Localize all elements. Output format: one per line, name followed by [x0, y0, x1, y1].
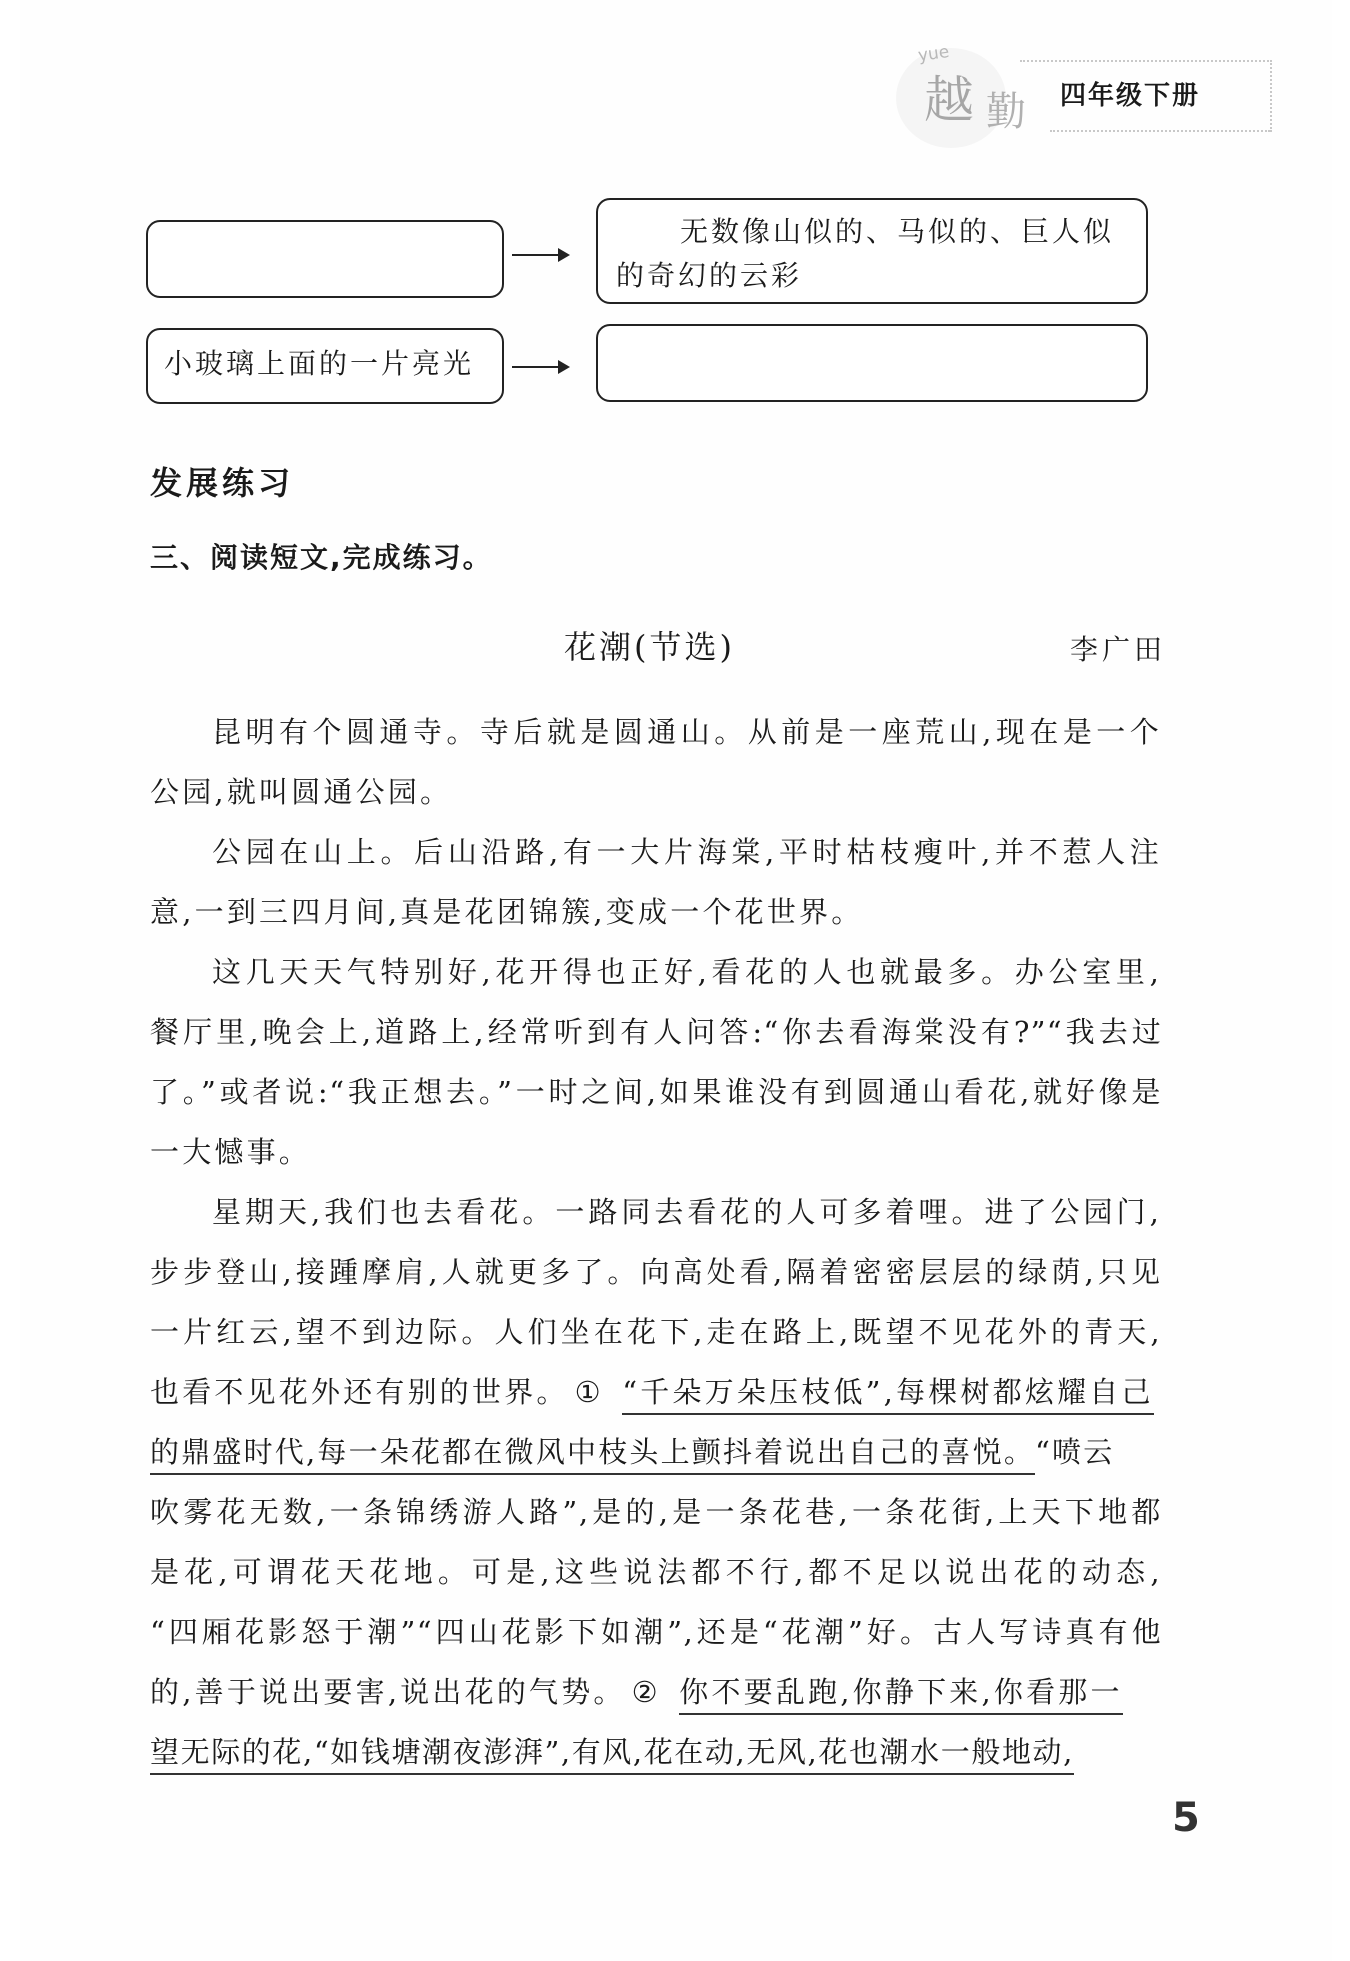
clue-text-row2: 小玻璃上面的一片亮光 [164, 347, 475, 380]
story-line: 了。”或者说:“我正想去。”一时之间,如果谁没有到圆通山看花,就好像是 [150, 1075, 1162, 1109]
story-line: 步步登山,接踵摩肩,人就更多了。向高处看,隔着密密层层的绿荫,只见 [150, 1255, 1162, 1289]
story-line: 一片红云,望不到边际。人们坐在花下,走在路上,既望不见花外的青天, [150, 1315, 1162, 1349]
story-line-with-underline [150, 1722, 1162, 1782]
story-line: 意,一到三四月间,真是花团锦簇,变成一个花世界。 [150, 895, 864, 929]
marker-circled-1: ① [574, 1375, 604, 1409]
answer-box-row1-left[interactable] [146, 220, 504, 298]
story-line: 公园,就叫圆通公园。 [150, 775, 453, 809]
story-author: 李广田 [1070, 633, 1167, 666]
section-title: 发展练习 [150, 464, 295, 502]
story-line: 这几天天气特别好,花开得也正好,看花的人也就最多。办公室里, [212, 955, 1162, 989]
story-line: 星期天,我们也去看花。一路同去看花的人可多着哩。进了公园门, [212, 1195, 1162, 1229]
story-line-segment: 也看不见花外还有别的世界。 [150, 1375, 569, 1409]
story-title: 花潮(节选) [564, 628, 735, 666]
logo-pinyin: yue [916, 41, 951, 67]
story-line: 吹雾花无数,一条锦绣游人路”,是的,是一条花巷,一条花街,上天下地都 [150, 1495, 1162, 1529]
underlined-sentence-2a: 你不要乱跑,你静下来,你看那一 [679, 1675, 1122, 1715]
header-dotted-rule [1050, 130, 1270, 132]
story-line: 公园在山上。后山沿路,有一大片海棠,平时枯枝瘦叶,并不惹人注 [212, 835, 1162, 869]
clue-text-line1: 无数像山似的、马似的、巨人似 [680, 215, 1115, 248]
story-line: 一大憾事。 [150, 1135, 312, 1169]
story-line-with-underline [150, 1422, 1162, 1482]
underlined-sentence-1b: 的鼎盛时代,每一朵花都在微风中枝头上颤抖着说出自己的喜悦。 [150, 1435, 1035, 1475]
story-line-segment: 的,善于说出要害,说出花的气势。 [150, 1675, 626, 1709]
clue-text-line2: 的奇幻的云彩 [616, 259, 803, 292]
story-line: “四厢花影怒于潮”“四山花影下如潮”,还是“花潮”好。古人写诗真有他 [150, 1615, 1162, 1649]
story-line: 昆明有个圆通寺。寺后就是圆通山。从前是一座荒山,现在是一个 [212, 715, 1162, 749]
underlined-sentence-1a: “千朵万朵压枝低”,每棵树都炫耀自己 [622, 1375, 1153, 1415]
story-line: 餐厅里,晚会上,道路上,经常听到有人问答:“你去看海棠没有?”“我去过 [150, 1015, 1162, 1049]
underlined-sentence-2b: 望无际的花,“如钱塘潮夜澎湃”,有风,花在动,无风,花也潮水一般地动, [150, 1735, 1074, 1775]
page-number: 5 [1172, 1795, 1200, 1841]
story-line-segment: “喷云 [1035, 1435, 1115, 1469]
logo-char-2: 勤 [986, 89, 1026, 135]
grade-label: 四年级下册 [1060, 81, 1201, 111]
story-line-with-marker-2 [150, 1662, 1162, 1722]
answer-box-row2-right[interactable] [596, 324, 1148, 402]
story-line: 是花,可谓花天花地。可是,这些说法都不行,都不足以说出花的动态, [150, 1555, 1162, 1589]
question-heading: 三、阅读短文,完成练习。 [150, 541, 493, 574]
clue-box-row1-right [596, 198, 1148, 304]
marker-circled-2: ② [631, 1675, 661, 1709]
arrow-row1 [512, 254, 568, 256]
clue-box-row2-left [146, 328, 504, 404]
story-line-with-marker-1 [150, 1362, 1162, 1422]
publisher-logo [860, 40, 1040, 150]
page-header [860, 40, 1270, 150]
logo-char-1: 越 [924, 71, 974, 129]
arrow-row2 [512, 366, 568, 368]
